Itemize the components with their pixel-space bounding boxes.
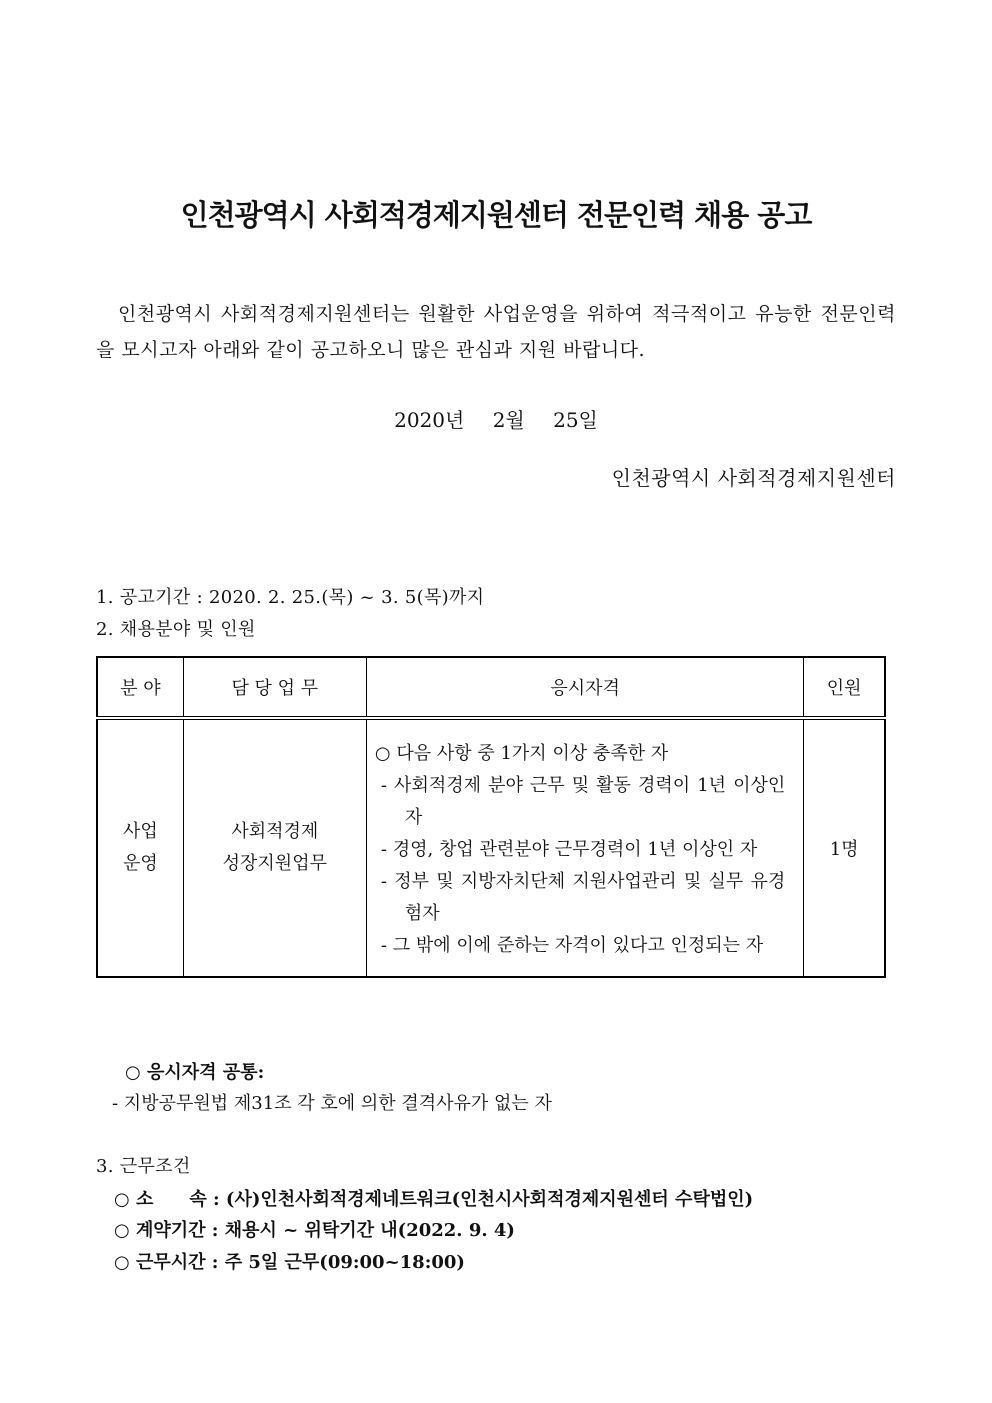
- qualification-heading: ○ 다음 사항 중 1가지 이상 충족한 자: [374, 743, 669, 764]
- header-field: 분 야: [97, 657, 183, 718]
- header-duty: 담 당 업 무: [183, 657, 366, 718]
- section-announcement-period: 1. 공고기간 : 2020. 2. 25.(목) ~ 3. 5(목)까지: [96, 587, 485, 608]
- condition-working-hours: ○ 근무시간 : 주 5일 근무(09:00~18:00): [114, 1252, 465, 1273]
- field-cell: [97, 718, 183, 977]
- section-recruitment-field: 2. 채용분야 및 인원: [96, 619, 256, 640]
- field-line: 운영: [122, 853, 158, 874]
- duty-line: 사회적경제: [231, 821, 319, 842]
- count-cell: 1명: [804, 718, 885, 977]
- qualification-item: - 경영, 창업 관련분야 근무경력이 1년 이상인 자: [380, 839, 758, 860]
- announcement-date: 2020년 2월 25일: [394, 408, 598, 432]
- qualification-cell: [366, 718, 803, 977]
- table-header-row: [97, 657, 885, 718]
- intro-paragraph: 인천광역시 사회적경제지원센터는 원활한 사업운영을 위하여 적극적이고 유능한 전문인력을 모시고자 아래와 같이 공고하오니 많은 관심과 지원 바랍니다.: [96, 303, 896, 361]
- duty-cell: [183, 718, 366, 977]
- duty-line: 성장지원업무: [222, 853, 327, 874]
- field-line: 사업: [122, 821, 158, 842]
- condition-contract-period: ○ 계약기간 : 채용시 ~ 위탁기간 내(2022. 9. 4): [114, 1220, 515, 1241]
- table-row: [97, 718, 885, 977]
- header-count: 인원: [804, 657, 885, 718]
- organization-name: 인천광역시 사회적경제지원센터: [611, 466, 896, 490]
- recruitment-table: [96, 656, 886, 978]
- condition-affiliation: ○ 소 속 : (사)인천사회적경제네트워크(인천시사회적경제지원센터 수탁법인): [114, 1189, 754, 1210]
- common-qualification-heading: ○ 응시자격 공통:: [125, 1062, 265, 1083]
- qualification-item: - 정부 및 지방자치단체 지원사업관리 및 실무 유경험자: [380, 871, 786, 924]
- header-qualification: 응시자격: [366, 657, 803, 718]
- qualification-item: - 사회적경제 분야 근무 및 활동 경력이 1년 이상인 자: [380, 775, 786, 828]
- common-qualification-item: - 지방공무원법 제31조 각 호에 의한 결격사유가 없는 자: [112, 1093, 552, 1114]
- section-working-conditions: 3. 근무조건: [96, 1156, 191, 1177]
- qualification-item: - 그 밖에 이에 준하는 자격이 있다고 인정되는 자: [380, 935, 764, 956]
- page-title: 인천광역시 사회적경제지원센터 전문인력 채용 공고: [180, 198, 812, 232]
